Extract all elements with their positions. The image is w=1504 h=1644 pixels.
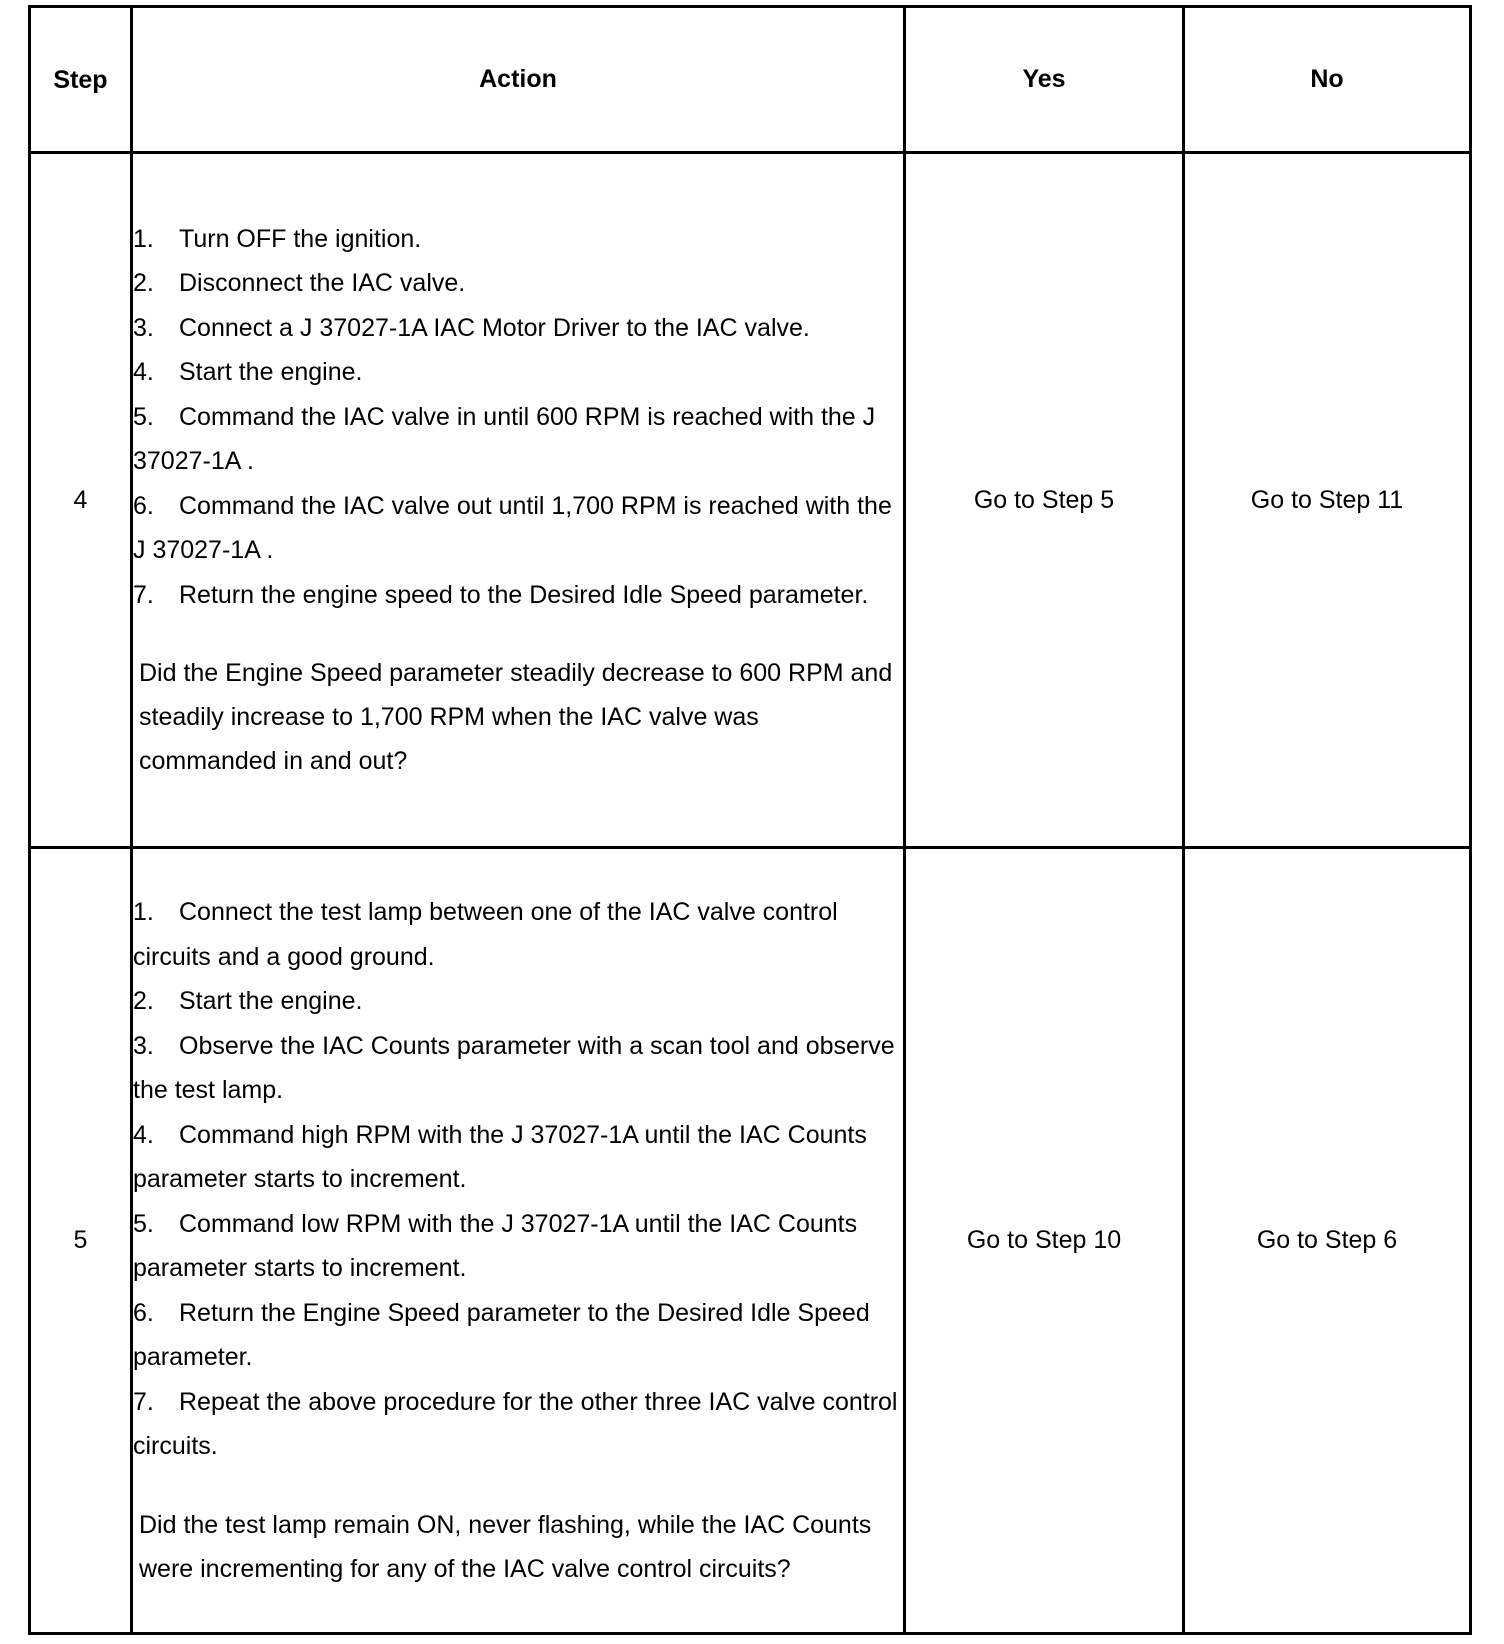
header-row: [30, 7, 1471, 153]
list-item: [133, 1291, 903, 1380]
step-number: 5: [30, 848, 132, 1634]
diagnostic-table: [28, 5, 1472, 1635]
item-number: 1.: [133, 224, 154, 253]
table-row: [30, 848, 1471, 1634]
item-text: Return the engine speed to the Desired Idle Speed parameter.: [179, 580, 869, 609]
item-text: Connect the test lamp between one of the IAC valve control circuits and a good ground.: [133, 898, 838, 971]
header-action: Action: [132, 7, 905, 153]
list-item: [133, 217, 903, 262]
list-item: [133, 484, 903, 573]
item-text: Repeat the above procedure for the other three IAC valve control circuits.: [133, 1387, 898, 1461]
item-text: Turn OFF the ignition.: [179, 224, 422, 253]
list-item: [133, 1113, 903, 1202]
item-number: 4.: [133, 358, 154, 387]
header-step: Step: [30, 7, 132, 153]
action-list: [133, 217, 903, 618]
item-text: Disconnect the IAC valve.: [179, 269, 466, 298]
item-text: Command low RPM with the J 37027-1A until the IAC Counts parameter starts to increment.: [133, 1209, 858, 1283]
item-number: 5.: [133, 1209, 154, 1238]
item-number: 7.: [133, 580, 154, 609]
item-number: 2.: [133, 987, 154, 1016]
item-number: 3.: [133, 1031, 154, 1060]
item-text: Start the engine.: [179, 358, 363, 387]
list-item: [133, 350, 903, 395]
list-item: [133, 890, 903, 979]
item-number: 5.: [133, 402, 154, 431]
header-yes: Yes: [905, 7, 1184, 153]
list-item: [133, 1380, 903, 1469]
item-number: 4.: [133, 1120, 154, 1149]
item-number: 6.: [133, 1298, 154, 1327]
item-number: 6.: [133, 491, 154, 520]
list-item: [133, 306, 903, 351]
list-item: [133, 261, 903, 306]
item-text: Command the IAC valve in until 600 RPM is reached with the J 37027-1A .: [133, 402, 876, 476]
question-text: Did the test lamp remain ON, never flashing, while the IAC Counts were incrementing for any of the IAC valve control circuits?: [139, 1510, 872, 1583]
list-item: [133, 573, 903, 618]
yes-result: Go to Step 10: [905, 848, 1184, 1634]
item-text: Start the engine.: [179, 987, 363, 1016]
item-text: Observe the IAC Counts parameter with a scan tool and observe the test lamp.: [133, 1031, 895, 1105]
yes-result: Go to Step 5: [905, 153, 1184, 848]
item-text: Command the IAC valve out until 1,700 RPM is reached with the J 37027-1A .: [133, 491, 892, 565]
question-text: Did the Engine Speed parameter steadily decrease to 600 RPM and steadily increase to 1,700 RPM when the IAC valve was commanded in and out?: [139, 659, 893, 776]
item-number: 1.: [133, 898, 154, 927]
item-number: 2.: [133, 269, 154, 298]
action-cell: [132, 848, 905, 1634]
header-no: No: [1184, 7, 1471, 153]
item-text: Return the Engine Speed parameter to the Desired Idle Speed parameter.: [133, 1298, 870, 1372]
list-item: [133, 1024, 903, 1113]
item-number: 3.: [133, 313, 154, 342]
action-list: [133, 890, 903, 1469]
action-cell: [132, 153, 905, 848]
list-item: [133, 395, 903, 484]
no-result: Go to Step 6: [1184, 848, 1471, 1634]
list-item: [133, 979, 903, 1024]
table-row: [30, 153, 1471, 848]
item-text: Connect a J 37027-1A IAC Motor Driver to the IAC valve.: [179, 313, 810, 342]
list-item: [133, 1202, 903, 1291]
item-text: Command high RPM with the J 37027-1A until the IAC Counts parameter starts to increment.: [133, 1120, 867, 1194]
item-number: 7.: [133, 1387, 154, 1416]
no-result: Go to Step 11: [1184, 153, 1471, 848]
step-number: 4: [30, 153, 132, 848]
